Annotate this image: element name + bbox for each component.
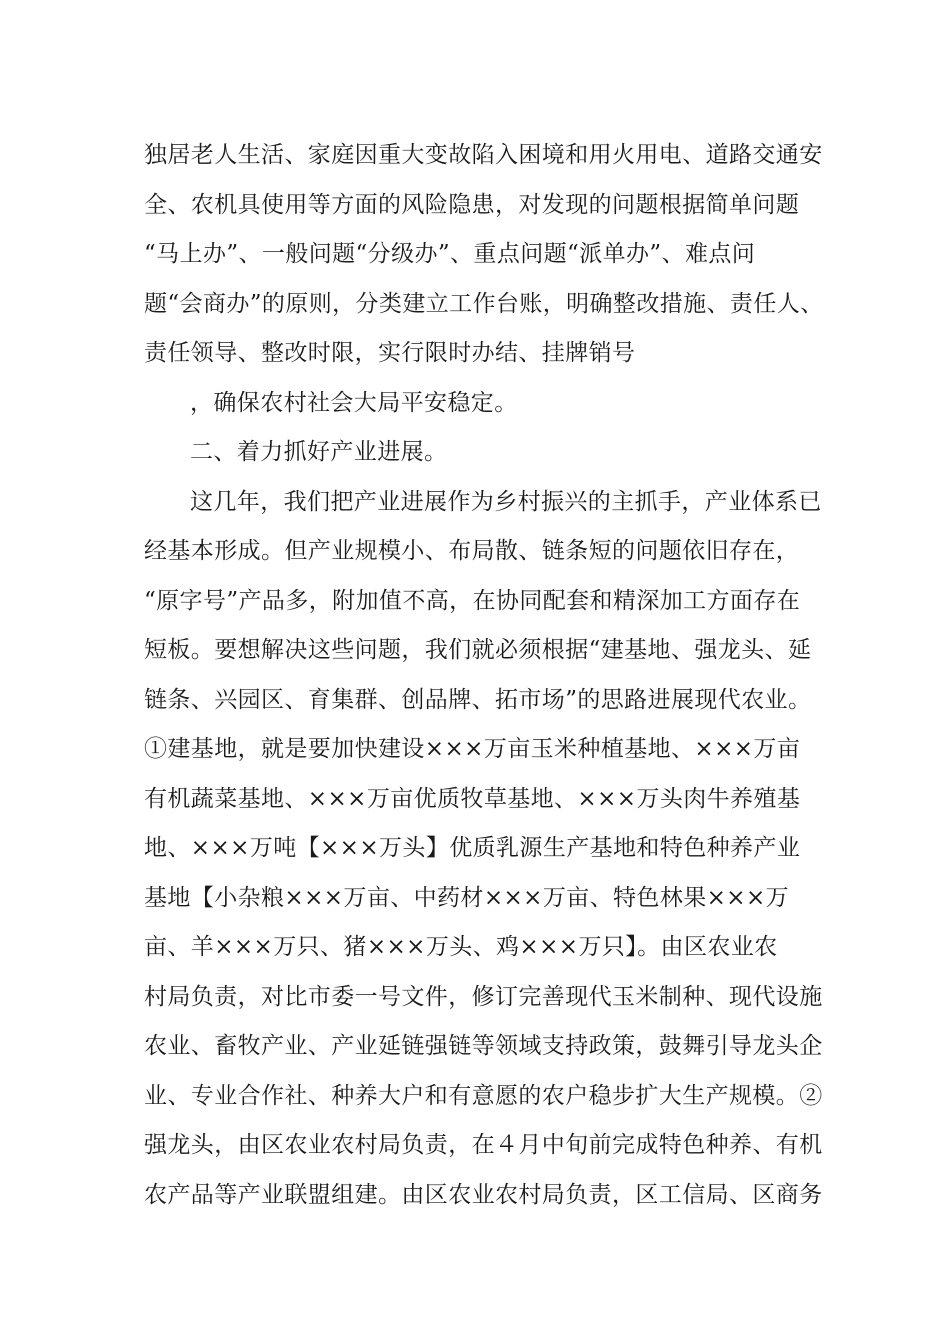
text-line: 题“会商办”的原则，分类建立工作台账，明确整改措施、责任人、 [144,290,824,317]
text-line: 有机蔬菜基地、×××万亩优质牧草基地、×××万头肉牛养殖基 [144,785,801,812]
text-line: ，确保农村社会大局平安稳定。 [190,389,518,416]
text-line: 农产品等产业联盟组建。由区农业农村局负责，区工信局、区商务 [144,1181,823,1208]
text-line: 独居老人生活、家庭因重大变故陷入困境和用火用电、道路交通安 [144,142,823,168]
text-line: 亩、羊×××万只、猪×××万头、鸡×××万只】。由区农业农 [144,934,778,960]
section-heading: 二、着力抓好产业进展。 [190,439,448,465]
text-line: “原字号”产品多，附加值不高，在协同配套和精深加工方面存在 [144,587,801,614]
text-line: 村局负责，对比市委一号文件，修订完善现代玉米制种、现代设施 [144,983,823,1010]
text-line: 地、×××万吨【×××万头】优质乳源生产基地和特色种养产业 [144,835,801,861]
text-line: 全、农机具使用等方面的风险隐患，对发现的问题根据简单问题 [144,191,800,218]
text-line: 短板。要想解决这些问题，我们就必须根据“建基地、强龙头、延 [144,637,812,663]
text-line: “马上办”、一般问题“分级办”、重点问题“派单办”、难点问 [144,241,756,267]
text-line: 强龙头，由区农业农村局负责，在４月中旬前完成特色种养、有机 [144,1132,823,1158]
text-line: 经基本形成。但产业规模小、布局散、链条短的问题依旧存在， [144,538,800,564]
document-body [144,131,844,1220]
text-line: 基地【小杂粮×××万亩、中药材×××万亩、特色林果×××万 [144,884,790,911]
text-line: 链条、兴园区、育集群、创品牌、拓市场”的思路进展现代农业。 [144,686,812,713]
text-line: 这几年，我们把产业进展作为乡村振兴的主抓手，产业体系已 [190,488,822,515]
text-line: 责任领导、整改时限，实行限时办结、挂牌销号 [144,340,636,366]
text-line: ①建基地，就是要加快建设×××万亩玉米种植基地、×××万亩 [144,736,801,762]
text-line: 业、专业合作社、种养大户和有意愿的农户稳步扩大生产规模。② [144,1082,823,1109]
text-line: 农业、畜牧产业、产业延链强链等领域支持政策，鼓舞引导龙头企 [144,1033,823,1059]
